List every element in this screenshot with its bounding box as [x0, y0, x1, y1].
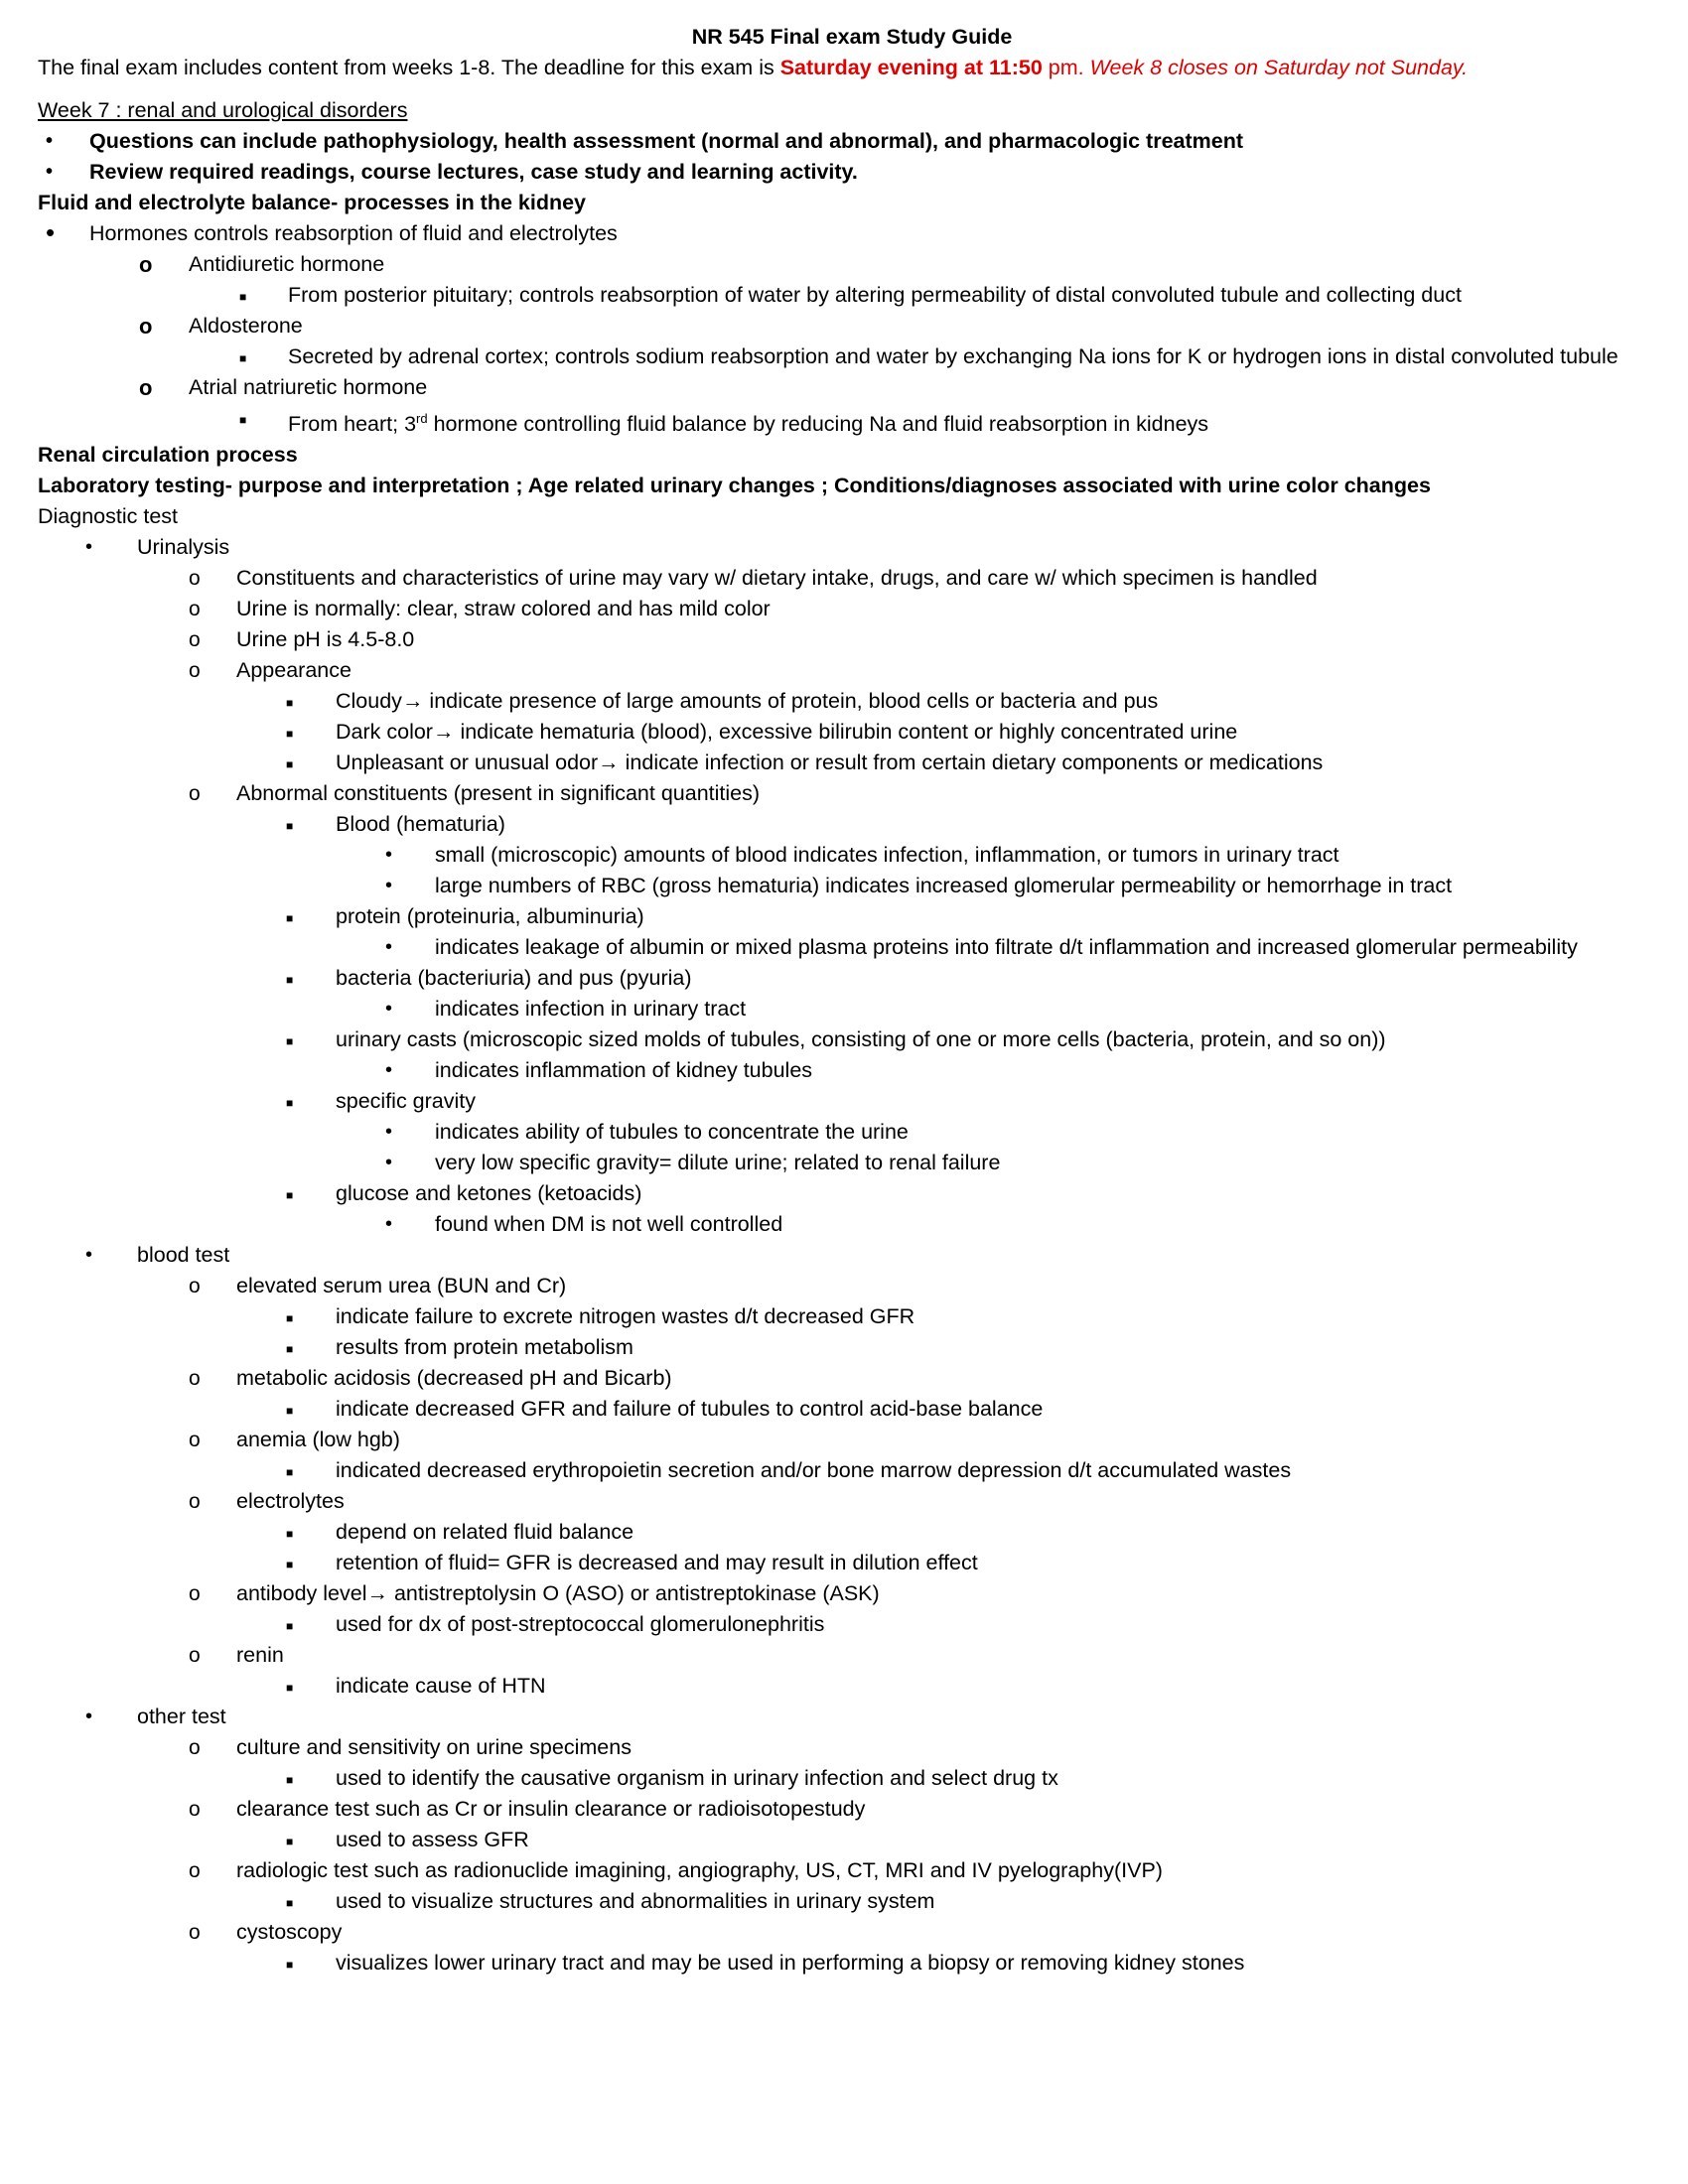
- list-item: ■ used to assess GFR: [38, 1825, 1656, 1855]
- bullet-icon: •: [385, 875, 393, 897]
- list-item: ■ used to visualize structures and abnormalities in urinary system: [38, 1886, 1656, 1917]
- bullet-icon: o: [189, 659, 201, 683]
- section-heading: Diagnostic test: [38, 504, 179, 529]
- list-item: ■ indicate cause of HTN: [38, 1671, 1656, 1702]
- list-item: o antibody level→ antistreptolysin O (ASO) or antistreptokinase (ASK): [38, 1578, 1656, 1609]
- list-item: ■ indicate decreased GFR and failure of tubules to control acid-base balance: [38, 1394, 1656, 1425]
- list-item: ■ indicated decreased erythropoietin secretion and/or bone marrow depression d/t accumulated wastes: [38, 1455, 1656, 1486]
- list-item: o Appearance: [38, 655, 1656, 686]
- bullet-icon: o: [189, 1490, 201, 1514]
- list-item: o electrolytes: [38, 1486, 1656, 1517]
- list-item: • very low specific gravity= dilute urine; related to renal failure: [38, 1148, 1656, 1178]
- list-item: o Aldosterone: [38, 311, 1656, 341]
- bullet-icon: o: [189, 1367, 201, 1391]
- square-bullet-icon: ■: [286, 1096, 294, 1111]
- arrow-icon: →: [598, 751, 620, 775]
- intro-text-pm: pm.: [1042, 56, 1090, 79]
- bullet-icon: o: [189, 1736, 201, 1760]
- square-bullet-icon: ■: [286, 1896, 294, 1911]
- list-item: ■ used for dx of post-streptococcal glomerulonephritis: [38, 1609, 1656, 1640]
- square-bullet-icon: ■: [239, 351, 247, 365]
- bullet-icon: •: [385, 936, 393, 959]
- list-item: • Review required readings, course lectures, case study and learning activity.: [38, 157, 1656, 188]
- bullet-icon: o: [189, 1644, 201, 1668]
- bullet-icon: •: [85, 536, 93, 559]
- page-title: NR 545 Final exam Study Guide: [691, 25, 1013, 49]
- list-item: ■ Blood (hematuria): [38, 809, 1656, 840]
- bullet-icon: •: [46, 217, 56, 247]
- square-bullet-icon: ■: [286, 1835, 294, 1849]
- list-item: o radiologic test such as radionuclide imagining, angiography, US, CT, MRI and IV pyelography(IVP): [38, 1855, 1656, 1886]
- bullet-icon: o: [189, 782, 201, 806]
- square-bullet-icon: ■: [286, 911, 294, 926]
- square-bullet-icon: ■: [239, 290, 247, 304]
- list-item: • indicates inflammation of kidney tubules: [38, 1055, 1656, 1086]
- list-item: • Questions can include pathophysiology, health assessment (normal and abnormal), and pharmacologic treatment: [38, 126, 1656, 157]
- square-bullet-icon: ■: [286, 1188, 294, 1203]
- square-bullet-icon: ■: [286, 1465, 294, 1480]
- list-item: ■ retention of fluid= GFR is decreased and may result in dilution effect: [38, 1548, 1656, 1578]
- bullet-icon: o: [189, 1429, 201, 1452]
- list-item: ■ protein (proteinuria, albuminuria): [38, 901, 1656, 932]
- intro-text: The final exam includes content from weeks 1-8. The deadline for this exam is: [38, 56, 780, 79]
- list-item: o Antidiuretic hormone: [38, 249, 1656, 280]
- square-bullet-icon: ■: [286, 1404, 294, 1419]
- square-bullet-icon: ■: [286, 1527, 294, 1542]
- square-bullet-icon: ■: [286, 819, 294, 834]
- list-item: ■ urinary casts (microscopic sized molds of tubules, consisting of one or more cells (bacteria, protein, and so on)): [38, 1024, 1656, 1055]
- list-item: ■ bacteria (bacteriuria) and pus (pyuria): [38, 963, 1656, 994]
- list-item: ■ Unpleasant or unusual odor→ indicate infection or result from certain dietary components or medications: [38, 748, 1656, 778]
- list-item: ■ Cloudy→ indicate presence of large amounts of protein, blood cells or bacteria and pus: [38, 686, 1656, 717]
- square-bullet-icon: ■: [286, 973, 294, 988]
- bullet-icon: •: [385, 998, 393, 1021]
- list-item: ■ specific gravity: [38, 1086, 1656, 1117]
- square-bullet-icon: ■: [286, 1681, 294, 1696]
- arrow-icon: →: [366, 1581, 388, 1606]
- list-item: ■ Secreted by adrenal cortex; controls sodium reabsorption and water by exchanging Na ions for K or hydrogen ions in distal convoluted tubule: [38, 341, 1656, 372]
- list-item: • blood test: [38, 1240, 1656, 1271]
- square-bullet-icon: ■: [286, 1311, 294, 1326]
- list-item: ■ results from protein metabolism: [38, 1332, 1656, 1363]
- list-item: o Abnormal constituents (present in significant quantities): [38, 778, 1656, 809]
- list-item: ■ used to identify the causative organism in urinary infection and select drug tx: [38, 1763, 1656, 1794]
- list-item: o Urine is normally: clear, straw colored and has mild color: [38, 594, 1656, 624]
- bullet-icon: o: [139, 252, 153, 277]
- bullet-icon: •: [46, 161, 54, 183]
- bullet-icon: o: [189, 628, 201, 652]
- list-item: • Hormones controls reabsorption of fluid and electrolytes: [46, 217, 618, 247]
- bullet-icon: •: [385, 1059, 393, 1082]
- list-item: • Urinalysis: [38, 532, 1656, 563]
- square-bullet-icon: ■: [239, 413, 247, 427]
- bullet-icon: o: [189, 1582, 201, 1606]
- square-bullet-icon: ■: [286, 1773, 294, 1788]
- list-item: o clearance test such as Cr or insulin clearance or radioisotopestudy: [38, 1794, 1656, 1825]
- bullet-icon: o: [189, 1859, 201, 1883]
- list-item: • found when DM is not well controlled: [38, 1209, 1656, 1240]
- square-bullet-icon: ■: [286, 727, 294, 742]
- arrow-icon: →: [432, 720, 455, 745]
- list-item: o metabolic acidosis (decreased pH and Bicarb): [38, 1363, 1656, 1394]
- list-item: • indicates infection in urinary tract: [38, 994, 1656, 1024]
- list-item: • other test: [38, 1702, 1656, 1732]
- list-item: o Atrial natriuretic hormone: [38, 372, 1656, 403]
- intro-paragraph: [38, 53, 1656, 83]
- list-item: ■ visualizes lower urinary tract and may be used in performing a biopsy or removing kidney stones: [38, 1948, 1656, 1979]
- list-item: o Urine pH is 4.5-8.0: [38, 624, 1656, 655]
- bullet-icon: o: [189, 1798, 201, 1822]
- bullet-icon: •: [385, 1213, 393, 1236]
- list-item: o elevated serum urea (BUN and Cr): [38, 1271, 1656, 1301]
- list-item: ■ depend on related fluid balance: [38, 1517, 1656, 1548]
- list-item: o Constituents and characteristics of urine may vary w/ dietary intake, drugs, and care w/ which specimen is handled: [38, 563, 1656, 594]
- bullet-icon: o: [139, 375, 153, 400]
- bullet-icon: •: [85, 1706, 93, 1728]
- list-item: • indicates leakage of albumin or mixed plasma proteins into filtrate d/t inflammation and increased glomerular permeability: [38, 932, 1656, 963]
- document-page: [38, 22, 1656, 1979]
- list-item: • small (microscopic) amounts of blood indicates infection, inflammation, or tumors in urinary tract: [38, 840, 1656, 871]
- bullet-icon: •: [385, 1121, 393, 1144]
- section-heading: Renal circulation process: [38, 443, 298, 468]
- square-bullet-icon: ■: [286, 757, 294, 772]
- list-item: • indicates ability of tubules to concentrate the urine: [38, 1117, 1656, 1148]
- list-item: o renin: [38, 1640, 1656, 1671]
- bullet-icon: o: [189, 1275, 201, 1298]
- square-bullet-icon: ■: [286, 1342, 294, 1357]
- square-bullet-icon: ■: [286, 1558, 294, 1572]
- square-bullet-icon: ■: [286, 696, 294, 711]
- list-item: o culture and sensitivity on urine specimens: [38, 1732, 1656, 1763]
- list-item: ■ From heart; 3rd hormone controlling fluid balance by reducing Na and fluid reabsorption in kidneys: [38, 403, 1656, 440]
- bullet-icon: •: [385, 1152, 393, 1174]
- section-heading: Laboratory testing- purpose and interpretation ; Age related urinary changes ; Conditions/diagnoses associated with urine color changes: [38, 474, 1431, 498]
- deadline-note: Week 8 closes on Saturday not Sunday.: [1089, 56, 1469, 79]
- bullet-icon: o: [139, 314, 153, 339]
- list-item: • large numbers of RBC (gross hematuria) indicates increased glomerular permeability or hemorrhage in tract: [38, 871, 1656, 901]
- list-item: ■ glucose and ketones (ketoacids): [38, 1178, 1656, 1209]
- bullet-icon: o: [189, 598, 201, 621]
- list-item: ■ From posterior pituitary; controls reabsorption of water by altering permeability of distal convoluted tubule and collecting duct: [38, 280, 1656, 311]
- bullet-icon: o: [189, 567, 201, 591]
- square-bullet-icon: ■: [286, 1958, 294, 1973]
- square-bullet-icon: ■: [286, 1034, 294, 1049]
- arrow-icon: →: [401, 689, 424, 714]
- list-item: ■ Dark color→ indicate hematuria (blood), excessive bilirubin content or highly concentrated urine: [38, 717, 1656, 748]
- bullet-icon: •: [385, 844, 393, 867]
- bullet-icon: •: [46, 130, 54, 152]
- list-item: o anemia (low hgb): [38, 1425, 1656, 1455]
- bullet-icon: •: [85, 1244, 93, 1267]
- bullet-icon: o: [189, 1921, 201, 1945]
- square-bullet-icon: ■: [286, 1619, 294, 1634]
- list-item: ■ indicate failure to excrete nitrogen wastes d/t decreased GFR: [38, 1301, 1656, 1332]
- deadline-text: Saturday evening at 11:50: [779, 56, 1043, 79]
- section-heading: Fluid and electrolyte balance- processes in the kidney: [38, 191, 587, 214]
- week-heading: Week 7 : renal and urological disorders: [38, 98, 408, 122]
- list-item: o cystoscopy: [38, 1917, 1656, 1948]
